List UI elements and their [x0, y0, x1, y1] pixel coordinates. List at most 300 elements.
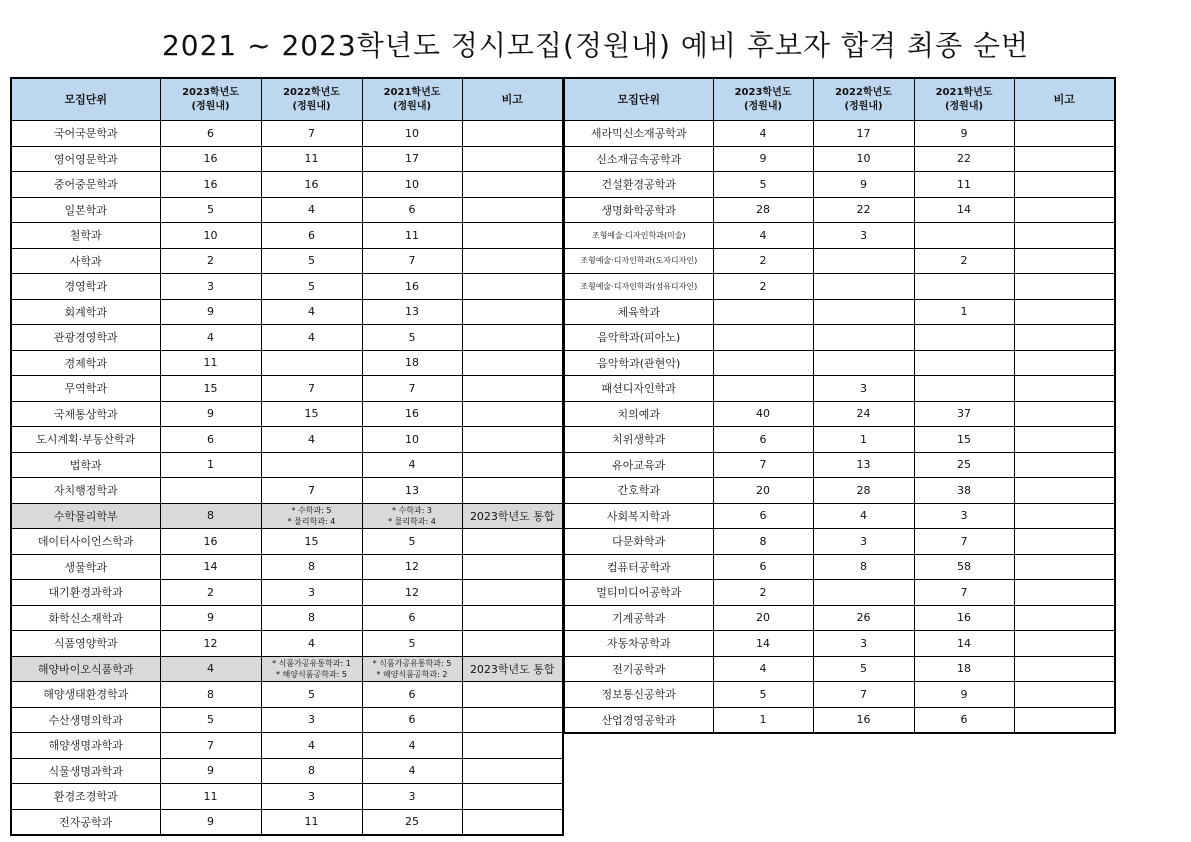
cell-2023: 3	[160, 274, 261, 300]
cell-note	[462, 197, 563, 223]
cell-2023: 9	[160, 401, 261, 427]
cell-note	[1014, 478, 1115, 504]
cell-dept: 일본학과	[11, 197, 160, 223]
cell-dept: 건설환경공학과	[564, 172, 713, 198]
cell-2022: 3	[261, 580, 362, 606]
cell-2022: * 식품가공유통학과: 1 * 해양식품공학과: 5	[261, 656, 362, 682]
table-row	[11, 427, 563, 453]
cell-2022: 11	[261, 809, 362, 835]
cell-dept: 법학과	[11, 452, 160, 478]
cell-2022: 9	[813, 172, 914, 198]
cell-note: 2023학년도 통합	[462, 656, 563, 682]
cell-note	[1014, 350, 1115, 376]
cell-note	[462, 707, 563, 733]
table-row	[11, 376, 563, 402]
cell-2022: 3	[261, 784, 362, 810]
cell-2021: 18	[362, 350, 462, 376]
cell-2021: 3	[362, 784, 462, 810]
cell-note	[1014, 554, 1115, 580]
cell-note	[462, 554, 563, 580]
cell-2021	[914, 325, 1014, 351]
cell-2022	[813, 325, 914, 351]
table-row	[11, 223, 563, 249]
cell-2021: 12	[362, 554, 462, 580]
cell-2022: 8	[813, 554, 914, 580]
table-row	[11, 146, 563, 172]
cell-2022: 3	[813, 376, 914, 402]
cell-note	[1014, 631, 1115, 657]
cell-2022: 8	[261, 554, 362, 580]
cell-2023: 4	[160, 325, 261, 351]
cell-2022: 4	[261, 427, 362, 453]
cell-2023: 9	[160, 809, 261, 835]
cell-dept: 치위생학과	[564, 427, 713, 453]
cell-dept: 화학신소재학과	[11, 605, 160, 631]
cell-2022: 24	[813, 401, 914, 427]
cell-2023: 2	[713, 274, 813, 300]
cell-2022: 7	[813, 682, 914, 708]
cell-2021: 17	[362, 146, 462, 172]
cell-2023: 5	[713, 682, 813, 708]
cell-dept: 산업경영공학과	[564, 707, 713, 733]
cell-2021: 13	[362, 478, 462, 504]
table-row	[564, 427, 1115, 453]
cell-2021: 10	[362, 121, 462, 147]
cell-dept: 신소재금속공학과	[564, 146, 713, 172]
cell-2023: 8	[160, 682, 261, 708]
cell-2023: 6	[713, 427, 813, 453]
cell-2023: 1	[160, 452, 261, 478]
cell-note	[462, 121, 563, 147]
table-row	[11, 784, 563, 810]
table-row	[564, 478, 1115, 504]
cell-2022: 11	[261, 146, 362, 172]
cell-dept: 조형예술·디자인학과(섬유디자인)	[564, 274, 713, 300]
cell-2022: 28	[813, 478, 914, 504]
cell-2023: 12	[160, 631, 261, 657]
cell-dept: 음악학과(피아노)	[564, 325, 713, 351]
page-title: 2021 ~ 2023학년도 정시모집(정원내) 예비 후보자 합격 최종 순번	[161, 29, 1030, 62]
cell-dept: 국제통상학과	[11, 401, 160, 427]
cell-2021: * 수학과: 3 * 물리학과: 4	[362, 503, 462, 529]
cell-2023: 16	[160, 529, 261, 555]
table-row	[11, 248, 563, 274]
cell-dept: 조형예술·디자인학과(도자디자인)	[564, 248, 713, 274]
cell-note	[462, 401, 563, 427]
table-row	[564, 299, 1115, 325]
table-row	[11, 478, 563, 504]
cell-2021: 38	[914, 478, 1014, 504]
cell-note	[462, 223, 563, 249]
cell-2023: 5	[713, 172, 813, 198]
header-dept: 모집단위	[11, 78, 160, 121]
table-row	[564, 274, 1115, 300]
cell-note	[1014, 401, 1115, 427]
cell-2022: 3	[813, 631, 914, 657]
cell-2022: 13	[813, 452, 914, 478]
cell-2023: 4	[713, 223, 813, 249]
cell-2021: 5	[362, 325, 462, 351]
table-row	[11, 350, 563, 376]
cell-2021: 7	[362, 376, 462, 402]
cell-2023: 14	[713, 631, 813, 657]
table-row	[564, 682, 1115, 708]
cell-2021: 1	[914, 299, 1014, 325]
cell-dept: 사회복지학과	[564, 503, 713, 529]
table-row	[11, 503, 563, 529]
table-row	[11, 809, 563, 835]
cell-2023: 6	[160, 427, 261, 453]
cell-note	[462, 733, 563, 759]
table-row	[564, 503, 1115, 529]
cell-dept: 치의예과	[564, 401, 713, 427]
cell-dept: 생명화학공학과	[564, 197, 713, 223]
cell-dept: 철학과	[11, 223, 160, 249]
cell-2023: 9	[713, 146, 813, 172]
cell-dept: 국어국문학과	[11, 121, 160, 147]
cell-note	[1014, 146, 1115, 172]
table-left	[10, 77, 564, 836]
cell-2021: 6	[362, 197, 462, 223]
cell-2022: * 수학과: 5 * 물리학과: 4	[261, 503, 362, 529]
cell-2021: 13	[362, 299, 462, 325]
cell-2021: 14	[914, 197, 1014, 223]
cell-note	[462, 478, 563, 504]
cell-2022	[261, 350, 362, 376]
cell-dept: 패션디자인학과	[564, 376, 713, 402]
cell-note	[462, 274, 563, 300]
cell-dept: 멀티미디어공학과	[564, 580, 713, 606]
cell-2021: 16	[914, 605, 1014, 631]
header-2023: 2023학년도 (정원내)	[160, 78, 261, 121]
cell-2021: 58	[914, 554, 1014, 580]
table-row	[564, 707, 1115, 733]
cell-2022: 17	[813, 121, 914, 147]
cell-2021: 10	[362, 427, 462, 453]
table-row	[11, 452, 563, 478]
cell-2022: 6	[261, 223, 362, 249]
cell-dept: 경제학과	[11, 350, 160, 376]
table-row	[11, 758, 563, 784]
cell-dept: 유아교육과	[564, 452, 713, 478]
cell-2022	[813, 274, 914, 300]
cell-2023: 6	[713, 503, 813, 529]
cell-2021: 11	[914, 172, 1014, 198]
cell-2021: 9	[914, 682, 1014, 708]
cell-2023	[160, 478, 261, 504]
cell-2022: 4	[261, 197, 362, 223]
cell-2021: 22	[914, 146, 1014, 172]
cell-note	[1014, 529, 1115, 555]
cell-note	[1014, 580, 1115, 606]
cell-2022: 16	[813, 707, 914, 733]
table-row	[11, 274, 563, 300]
cell-2023: 9	[160, 299, 261, 325]
cell-dept: 자치행정학과	[11, 478, 160, 504]
cell-note	[462, 146, 563, 172]
header-dept: 모집단위	[564, 78, 713, 121]
cell-2023: 14	[160, 554, 261, 580]
cell-2023	[713, 350, 813, 376]
cell-note: 2023학년도 통합	[462, 503, 563, 529]
cell-note	[1014, 299, 1115, 325]
table-row	[564, 554, 1115, 580]
cell-note	[462, 682, 563, 708]
cell-dept: 간호학과	[564, 478, 713, 504]
cell-2021: 5	[362, 631, 462, 657]
cell-2021: 7	[914, 580, 1014, 606]
table-row	[11, 580, 563, 606]
cell-dept: 자동차공학과	[564, 631, 713, 657]
cell-2022: 4	[813, 503, 914, 529]
table-row	[11, 121, 563, 147]
cell-dept: 도시계획·부동산학과	[11, 427, 160, 453]
table-row	[11, 172, 563, 198]
cell-2021: 12	[362, 580, 462, 606]
cell-note	[1014, 197, 1115, 223]
cell-note	[462, 784, 563, 810]
table-row	[11, 325, 563, 351]
cell-note	[462, 325, 563, 351]
cell-note	[1014, 325, 1115, 351]
cell-2023: 5	[160, 197, 261, 223]
table-row	[564, 631, 1115, 657]
cell-2023: 4	[160, 656, 261, 682]
header-2022: 2022학년도 (정원내)	[813, 78, 914, 121]
cell-2021: 18	[914, 656, 1014, 682]
cell-note	[462, 350, 563, 376]
header-2022: 2022학년도 (정원내)	[261, 78, 362, 121]
cell-note	[462, 299, 563, 325]
cell-2021: 6	[914, 707, 1014, 733]
cell-dept: 전기공학과	[564, 656, 713, 682]
cell-dept: 다문화학과	[564, 529, 713, 555]
table-row	[564, 248, 1115, 274]
cell-2022: 1	[813, 427, 914, 453]
cell-note	[1014, 452, 1115, 478]
table-row	[564, 452, 1115, 478]
cell-2021: 6	[362, 707, 462, 733]
cell-dept: 체육학과	[564, 299, 713, 325]
header-2023: 2023학년도 (정원내)	[713, 78, 813, 121]
cell-2022: 4	[261, 733, 362, 759]
cell-dept: 무역학과	[11, 376, 160, 402]
cell-2023: 6	[160, 121, 261, 147]
cell-dept: 수학물리학부	[11, 503, 160, 529]
table-row	[564, 656, 1115, 682]
cell-2021: 7	[362, 248, 462, 274]
cell-note	[462, 172, 563, 198]
cell-2023: 4	[713, 121, 813, 147]
cell-note	[1014, 248, 1115, 274]
header-2021: 2021학년도 (정원내)	[362, 78, 462, 121]
cell-2021: 16	[362, 401, 462, 427]
cell-note	[1014, 682, 1115, 708]
cell-note	[462, 758, 563, 784]
table-row	[11, 197, 563, 223]
cell-note	[1014, 223, 1115, 249]
table-row	[564, 350, 1115, 376]
cell-note	[1014, 376, 1115, 402]
cell-2023: 15	[160, 376, 261, 402]
cell-2021: 10	[362, 172, 462, 198]
cell-dept: 데이터사이언스학과	[11, 529, 160, 555]
cell-2023: 2	[160, 580, 261, 606]
cell-2023: 7	[713, 452, 813, 478]
cell-2023: 9	[160, 758, 261, 784]
table-row	[564, 325, 1115, 351]
table-row	[11, 656, 563, 682]
cell-2021: 25	[362, 809, 462, 835]
cell-2021: 6	[362, 682, 462, 708]
cell-2023: 20	[713, 478, 813, 504]
cell-2023	[713, 325, 813, 351]
cell-dept: 조형예술·디자인학과(미술)	[564, 223, 713, 249]
cell-2022: 8	[261, 758, 362, 784]
cell-2021: 37	[914, 401, 1014, 427]
cell-2023: 16	[160, 172, 261, 198]
cell-2021: 11	[362, 223, 462, 249]
cell-dept: 대기환경과학과	[11, 580, 160, 606]
cell-dept: 해양생태환경학과	[11, 682, 160, 708]
cell-note	[462, 529, 563, 555]
cell-note	[462, 376, 563, 402]
cell-2023: 10	[160, 223, 261, 249]
cell-2022: 7	[261, 478, 362, 504]
table-row	[11, 682, 563, 708]
cell-dept: 음악학과(관현악)	[564, 350, 713, 376]
cell-2022: 8	[261, 605, 362, 631]
cell-2021: 6	[362, 605, 462, 631]
cell-2022: 3	[813, 223, 914, 249]
cell-note	[462, 605, 563, 631]
cell-dept: 회계학과	[11, 299, 160, 325]
table-row	[564, 197, 1115, 223]
cell-2023: 40	[713, 401, 813, 427]
table-right	[563, 77, 1116, 734]
table-row	[564, 121, 1115, 147]
cell-note	[462, 452, 563, 478]
cell-dept: 전자공학과	[11, 809, 160, 835]
cell-2021: 4	[362, 733, 462, 759]
cell-2022: 26	[813, 605, 914, 631]
header-2021: 2021학년도 (정원내)	[914, 78, 1014, 121]
table-row	[11, 631, 563, 657]
header-row	[564, 78, 1115, 121]
cell-2021: 9	[914, 121, 1014, 147]
cell-2022: 3	[261, 707, 362, 733]
table-row	[564, 529, 1115, 555]
cell-2022: 4	[261, 631, 362, 657]
header-row	[11, 78, 563, 121]
cell-2021	[914, 376, 1014, 402]
cell-2023: 20	[713, 605, 813, 631]
cell-dept: 환경조경학과	[11, 784, 160, 810]
cell-2021	[914, 274, 1014, 300]
cell-dept: 기계공학과	[564, 605, 713, 631]
cell-2022: 5	[261, 274, 362, 300]
cell-2023: 6	[713, 554, 813, 580]
cell-note	[1014, 121, 1115, 147]
cell-2023: 5	[160, 707, 261, 733]
cell-2023: 28	[713, 197, 813, 223]
table-row	[564, 146, 1115, 172]
cell-2021	[914, 223, 1014, 249]
cell-dept: 관광경영학과	[11, 325, 160, 351]
table-row	[11, 707, 563, 733]
cell-2021: 7	[914, 529, 1014, 555]
table-row	[11, 401, 563, 427]
cell-2022: 15	[261, 529, 362, 555]
cell-note	[1014, 427, 1115, 453]
cell-2023	[713, 376, 813, 402]
cell-dept: 생물학과	[11, 554, 160, 580]
cell-2021: 14	[914, 631, 1014, 657]
cell-note	[462, 809, 563, 835]
cell-2022: 7	[261, 121, 362, 147]
cell-2021: * 식품가공유통학과: 5 * 해양식품공학과: 2	[362, 656, 462, 682]
cell-note	[1014, 503, 1115, 529]
table-row	[11, 605, 563, 631]
cell-dept: 정보통신공학과	[564, 682, 713, 708]
cell-dept: 해양생명과학과	[11, 733, 160, 759]
cell-2022: 5	[261, 682, 362, 708]
table-row	[11, 554, 563, 580]
cell-dept: 식품영양학과	[11, 631, 160, 657]
cell-2022: 5	[813, 656, 914, 682]
cell-2023	[713, 299, 813, 325]
cell-2022: 5	[261, 248, 362, 274]
cell-2023: 4	[713, 656, 813, 682]
cell-2021: 16	[362, 274, 462, 300]
cell-2023: 2	[713, 248, 813, 274]
cell-2022: 3	[813, 529, 914, 555]
header-note: 비고	[462, 78, 563, 121]
cell-2022: 16	[261, 172, 362, 198]
cell-note	[462, 631, 563, 657]
cell-note	[1014, 656, 1115, 682]
cell-2022	[813, 580, 914, 606]
cell-dept: 식물생명과학과	[11, 758, 160, 784]
cell-2022: 22	[813, 197, 914, 223]
cell-2021: 15	[914, 427, 1014, 453]
cell-note	[1014, 707, 1115, 733]
cell-2022	[813, 248, 914, 274]
cell-2022: 7	[261, 376, 362, 402]
cell-dept: 수산생명의학과	[11, 707, 160, 733]
cell-2021: 3	[914, 503, 1014, 529]
cell-2022: 10	[813, 146, 914, 172]
cell-dept: 영어영문학과	[11, 146, 160, 172]
cell-2023: 1	[713, 707, 813, 733]
cell-2023: 2	[713, 580, 813, 606]
table-row	[564, 401, 1115, 427]
cell-note	[462, 427, 563, 453]
table-row	[564, 580, 1115, 606]
cell-2022	[261, 452, 362, 478]
cell-2022	[813, 350, 914, 376]
cell-note	[462, 580, 563, 606]
cell-2021: 4	[362, 452, 462, 478]
cell-dept: 사학과	[11, 248, 160, 274]
cell-2021: 4	[362, 758, 462, 784]
cell-2023: 8	[713, 529, 813, 555]
cell-note	[1014, 274, 1115, 300]
header-note: 비고	[1014, 78, 1115, 121]
cell-note	[1014, 172, 1115, 198]
table-row	[564, 376, 1115, 402]
cell-2023: 11	[160, 350, 261, 376]
